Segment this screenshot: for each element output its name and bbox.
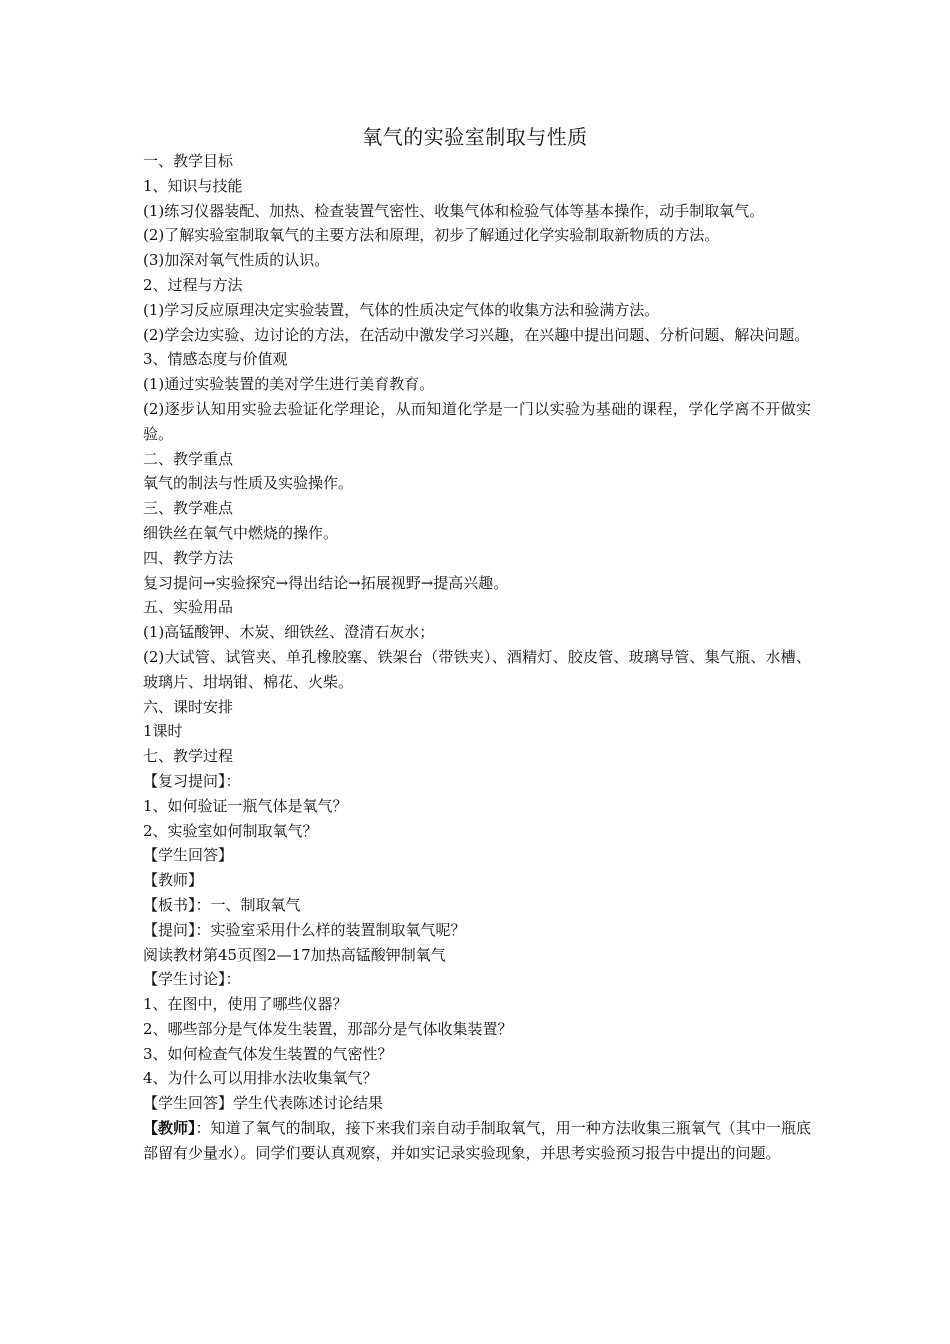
section-heading-methods: 四、教学方法 (143, 548, 234, 567)
paragraph: (2)大试管、试管夹、单孔橡胶塞、铁架台（带铁夹）、酒精灯、胶皮管、玻璃导管、集气瓶、水槽、玻璃片、坩埚钳、棉花、火柴。 (143, 647, 811, 691)
section-heading-process: 七、教学过程 (143, 747, 234, 766)
paragraph: (1)通过实验装置的美对学生进行美育教育。 (143, 375, 435, 394)
paragraph: 【复习提问】： (143, 771, 241, 790)
section-heading-difficulties: 三、教学难点 (143, 499, 234, 518)
paragraph: 复习提问→实验探究→得出结论→拓展视野→提高兴趣。 (143, 573, 509, 592)
paragraph: 【板书】：一、制取氧气 (143, 895, 301, 914)
paragraph: (3)加深对氧气性质的认识。 (143, 251, 330, 270)
paragraph: 4、为什么可以用排水法收集氧气？ (143, 1069, 378, 1088)
subheading-process-method: 2、过程与方法 (143, 275, 243, 294)
paragraph: 2、哪些部分是气体发生装置，那部分是气体收集装置？ (143, 1019, 513, 1038)
teacher-paragraph (143, 1116, 811, 1166)
paragraph: 【提问】：实验室采用什么样的装置制取氧气呢？ (143, 920, 466, 939)
teacher-text: ：知道了氧气的制取，接下来我们亲自动手制取氧气，用一种方法收集三瓶氧气（其中一瓶底部留有少量水）。同学们要认真观察，并如实记录实验现象，并思考实验预习报告中提出的问题。 (143, 1119, 811, 1162)
paragraph: 阅读教材第45页图2—17加热高锰酸钾制氧气 (143, 945, 446, 964)
section-heading-key-points: 二、教学重点 (143, 449, 234, 468)
subheading-knowledge-skills: 1、知识与技能 (143, 176, 243, 195)
subheading-attitude-values: 3、情感态度与价值观 (143, 350, 288, 369)
paragraph: 细铁丝在氧气中燃烧的操作。 (143, 523, 339, 542)
section-heading-schedule: 六、课时安排 (143, 697, 234, 716)
paragraph: 【教师】 (143, 871, 204, 890)
paragraph: (1)学习反应原理决定实验装置，气体的性质决定气体的收集方法和验满方法。 (143, 300, 660, 319)
paragraph: (2)学会边实验、边讨论的方法，在活动中激发学习兴趣，在兴趣中提出问题、分析问题、解决问题。 (143, 325, 810, 344)
paragraph: 氧气的制法与性质及实验操作。 (143, 474, 354, 493)
paragraph: 1课时 (143, 722, 183, 741)
paragraph: (2)了解实验室制取氧气的主要方法和原理，初步了解通过化学实验制取新物质的方法。 (143, 226, 720, 245)
paragraph: 【学生讨论】： (143, 970, 241, 989)
paragraph: (1)练习仪器装配、加热、检查装置气密性、收集气体和检验气体等基本操作，动手制取氧气。 (143, 201, 765, 220)
paragraph: 【学生回答】 (143, 846, 234, 865)
paragraph: 3、如何检查气体发生装置的气密性？ (143, 1044, 393, 1063)
paragraph: 1、如何验证一瓶气体是氧气？ (143, 796, 348, 815)
teacher-label: 【教师】 (143, 1119, 196, 1138)
document-title: 氧气的实验室制取与性质 (362, 125, 588, 149)
section-heading-supplies: 五、实验用品 (143, 598, 234, 617)
section-heading-objectives: 一、教学目标 (143, 152, 234, 170)
document-body (143, 149, 811, 1166)
paragraph: (1)高锰酸钾、木炭、细铁丝、澄清石灰水； (143, 623, 435, 642)
paragraph: 1、在图中，使用了哪些仪器？ (143, 995, 348, 1014)
paragraph: 【学生回答】学生代表陈述讨论结果 (143, 1094, 384, 1113)
paragraph: 2、实验室如何制取氧气？ (143, 821, 318, 840)
paragraph: (2)逐步认知用实验去验证化学理论，从而知道化学是一门以实验为基础的课程，学化学离不开做实验。 (143, 399, 811, 443)
